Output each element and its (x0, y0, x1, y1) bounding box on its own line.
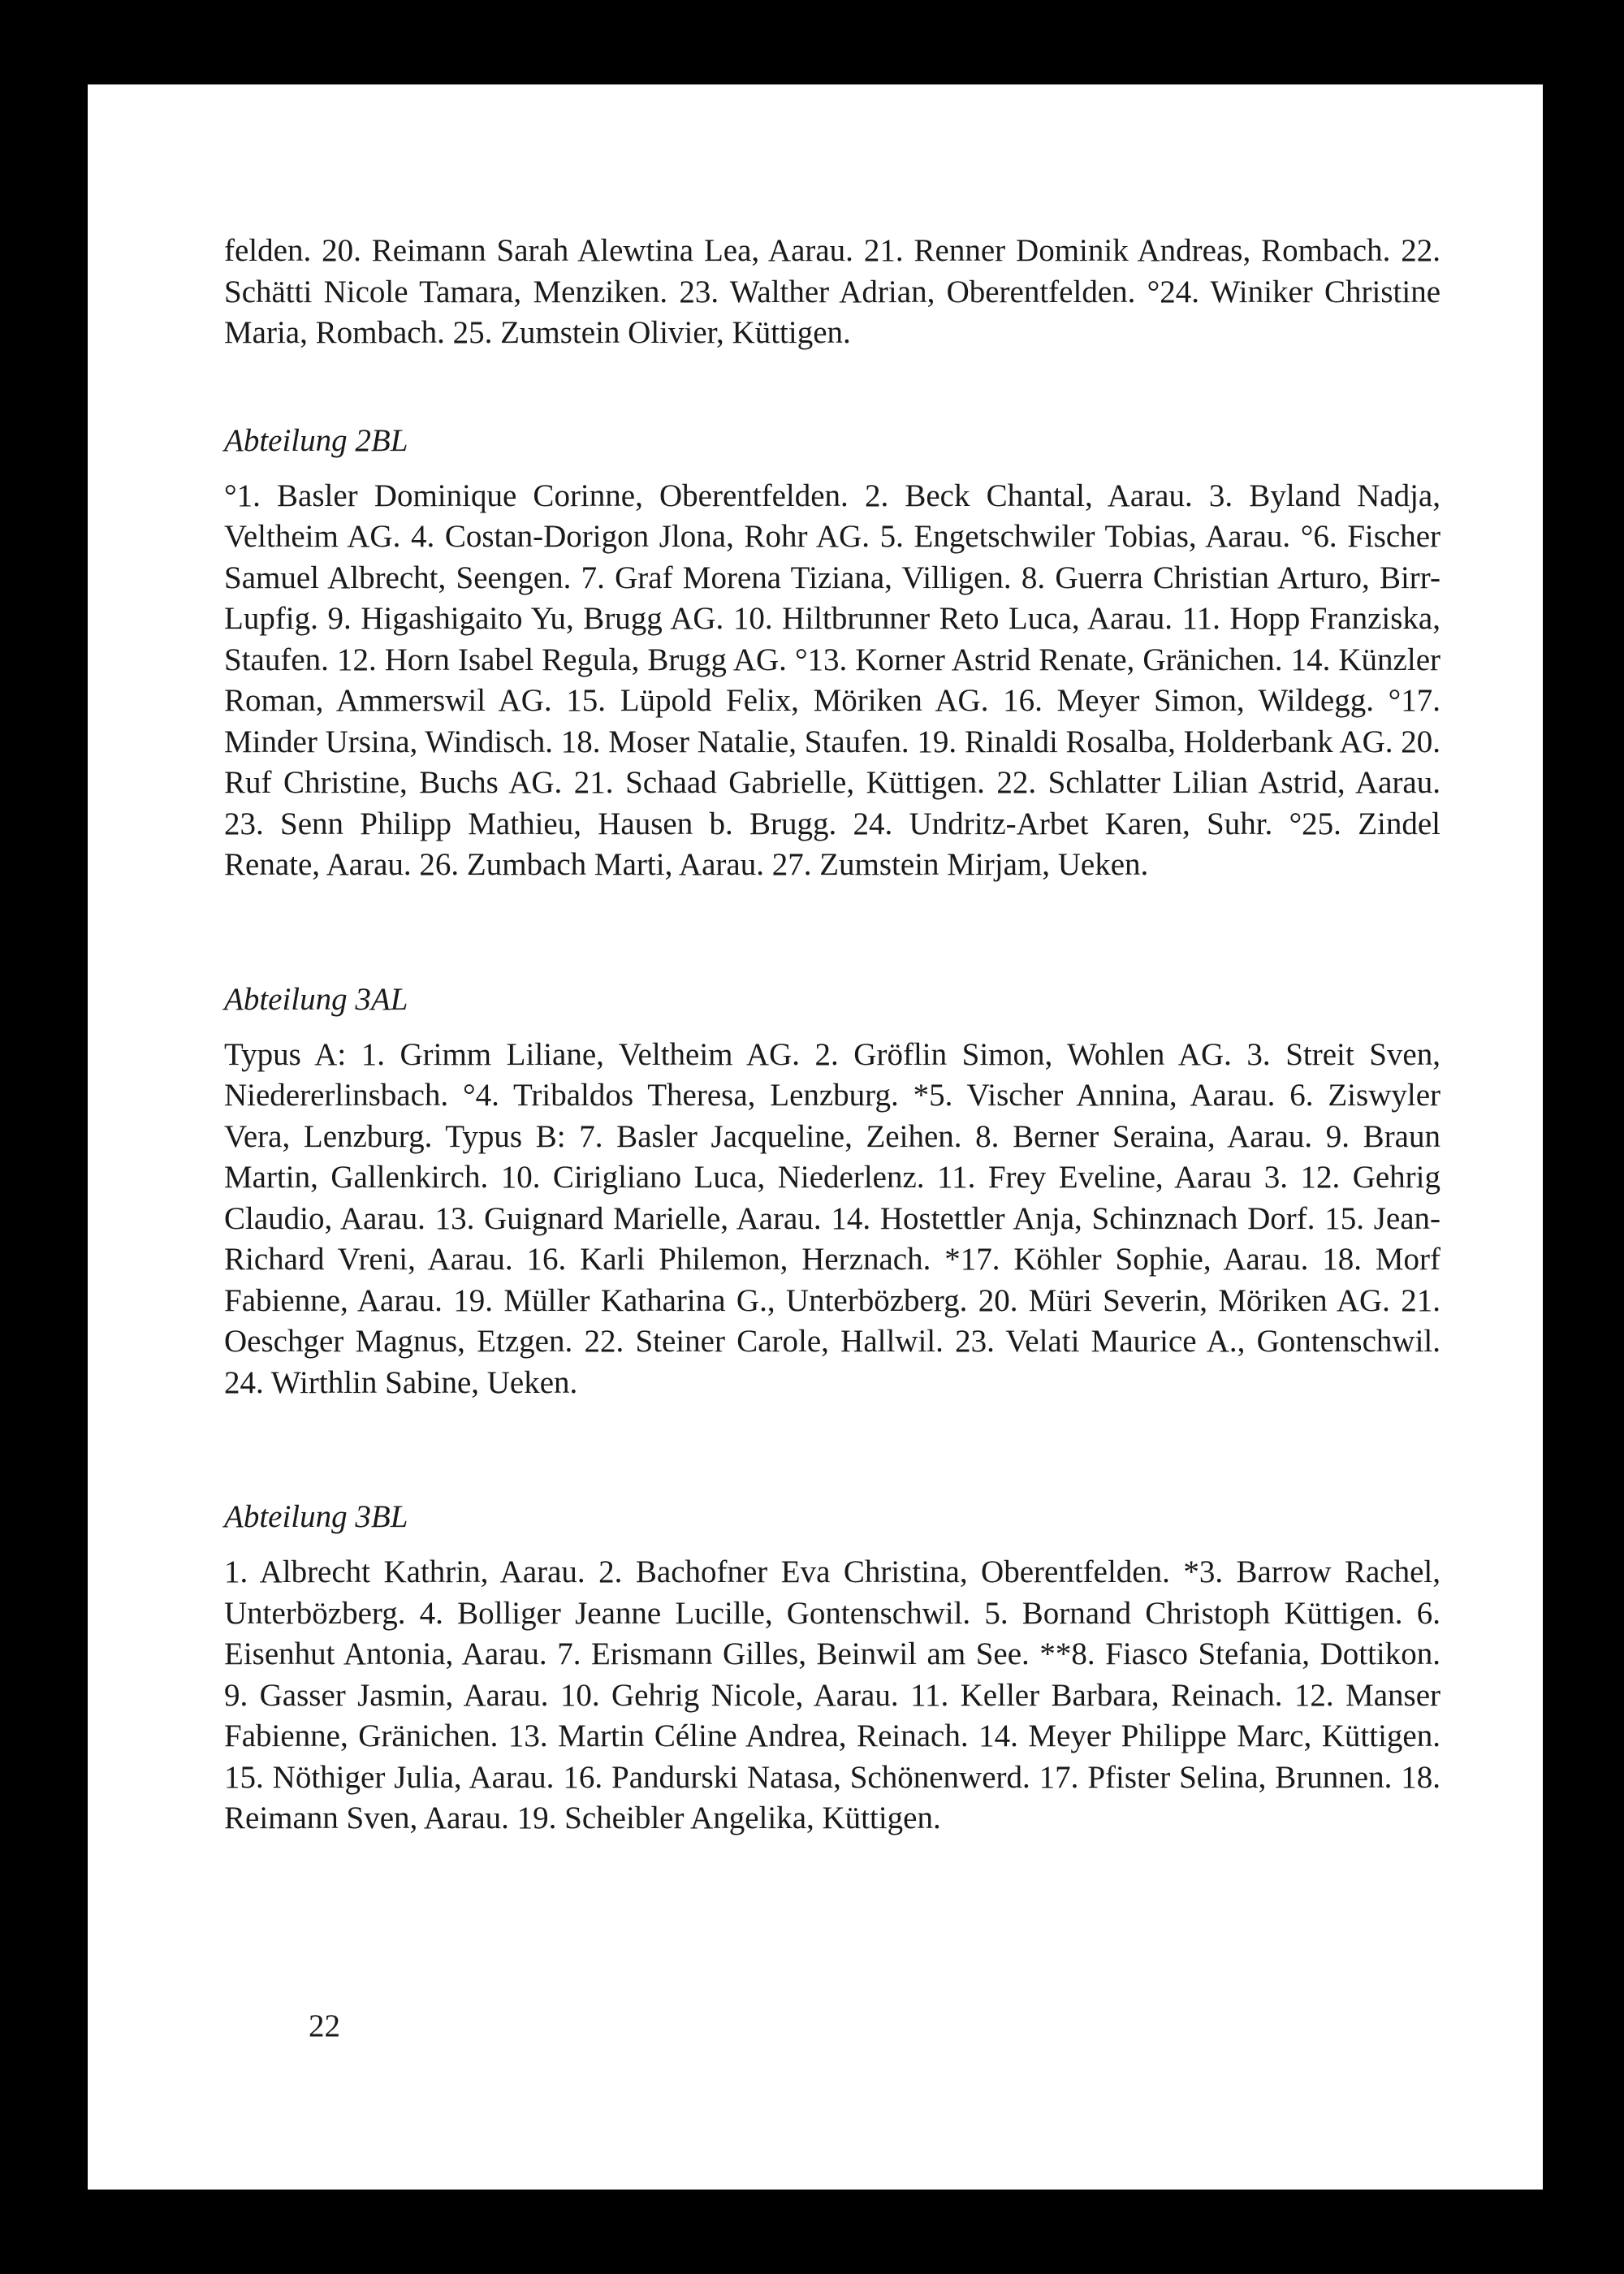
section-abteilung-2bl (224, 421, 1440, 886)
section-heading: Abteilung 3AL (224, 981, 408, 1017)
section-abteilung-3al (224, 979, 1440, 1404)
section-heading: Abteilung 2BL (224, 422, 408, 458)
continued-paragraph: felden. 20. Reimann Sarah Alewtina Lea, Aarau. 21. Renner Dominik Andreas, Rombach. 22. Schätti Nicole Tamara, Menziken. 23. Walther Adrian, Oberentfelden. °24. Winiker Christine Maria, Rombach. 25. Zumstein Olivier, Küttigen. (224, 233, 1440, 350)
page-number: 22 (309, 2008, 340, 2043)
section-text: °1. Basler Dominique Corinne, Oberentfelden. 2. Beck Chantal, Aarau. 3. Byland Nadja, Veltheim AG. 4. Costan-Dorigon Jlona, Rohr AG. 5. Engetschwiler Tobias, Aarau. °6. Fischer Samuel Albrecht, Seengen. 7. Graf Morena Tiziana, Villigen. 8. Guerra Christian Arturo, Birr-Lupfig. 9. Higashigaito Yu, Brugg AG. 10. Hiltbrunner Reto Luca, Aarau. 11. Hopp Franziska, Staufen. 12. Horn Isabel Regula, Brugg AG. °13. Korner Astrid Renate, Gränichen. 14. Künzler Roman, Ammerswil AG. 15. Lüpold Felix, Möriken AG. 16. Meyer Simon, Wildegg. °17. Minder Ursina, Windisch. 18. Moser Natalie, Staufen. 19. Rinaldi Rosalba, Holderbank AG. 20. Ruf Christine, Buchs AG. 21. Schaad Gabrielle, Küttigen. 22. Schlatter Lilian Astrid, Aarau. 23. Senn Philipp Mathieu, Hausen b. Brugg. 24. Undritz-Arbet Karen, Suhr. °25. Zindel Renate, Aarau. 26. Zumbach Marti, Aarau. 27. Zumstein Mirjam, Ueken. (224, 478, 1440, 882)
section-heading: Abteilung 3BL (224, 1499, 408, 1534)
section-text: Typus A: 1. Grimm Liliane, Veltheim AG. 2. Gröflin Simon, Wohlen AG. 3. Streit Sven, Niedererlinsbach. °4. Tribaldos Theresa, Lenzburg. *5. Vischer Annina, Aarau. 6. Ziswyler Vera, Lenzburg. Typus B: 7. Basler Jacqueline, Zeihen. 8. Berner Seraina, Aarau. 9. Braun Martin, Gallenkirch. 10. Cirigliano Luca, Niederlenz. 11. Frey Eveline, Aarau 3. 12. Gehrig Claudio, Aarau. 13. Guignard Marielle, Aarau. 14. Hostettler Anja, Schinznach Dorf. 15. Jean-Richard Vreni, Aarau. 16. Karli Philemon, Herznach. *17. Köhler Sophie, Aarau. 18. Morf Fabienne, Aarau. 19. Müller Katharina G., Unterbözberg. 20. Müri Severin, Möriken AG. 21. Oeschger Magnus, Etzgen. 22. Steiner Carole, Hallwil. 23. Velati Maurice A., Gontenschwil. 24. Wirthlin Sabine, Ueken. (224, 1036, 1440, 1400)
section-text: 1. Albrecht Kathrin, Aarau. 2. Bachofner Eva Christina, Oberentfelden. *3. Barrow Rachel, Unterbözberg. 4. Bolliger Jeanne Lucille, Gontenschwil. 5. Bornand Christoph Küttigen. 6. Eisenhut Antonia, Aarau. 7. Erismann Gilles, Beinwil am See. **8. Fiasco Stefania, Dottikon. 9. Gasser Jasmin, Aarau. 10. Gehrig Nicole, Aarau. 11. Keller Barbara, Reinach. 12. Manser Fabienne, Gränichen. 13. Martin Céline Andrea, Reinach. 14. Meyer Philippe Marc, Küttigen. 15. Nöthiger Julia, Aarau. 16. Pandurski Natasa, Schönenwerd. 17. Pfister Selina, Brunnen. 18. Reimann Sven, Aarau. 19. Scheibler Angelika, Küttigen. (224, 1554, 1440, 1835)
page-content (224, 231, 1440, 1840)
section-abteilung-3bl (224, 1497, 1440, 1840)
